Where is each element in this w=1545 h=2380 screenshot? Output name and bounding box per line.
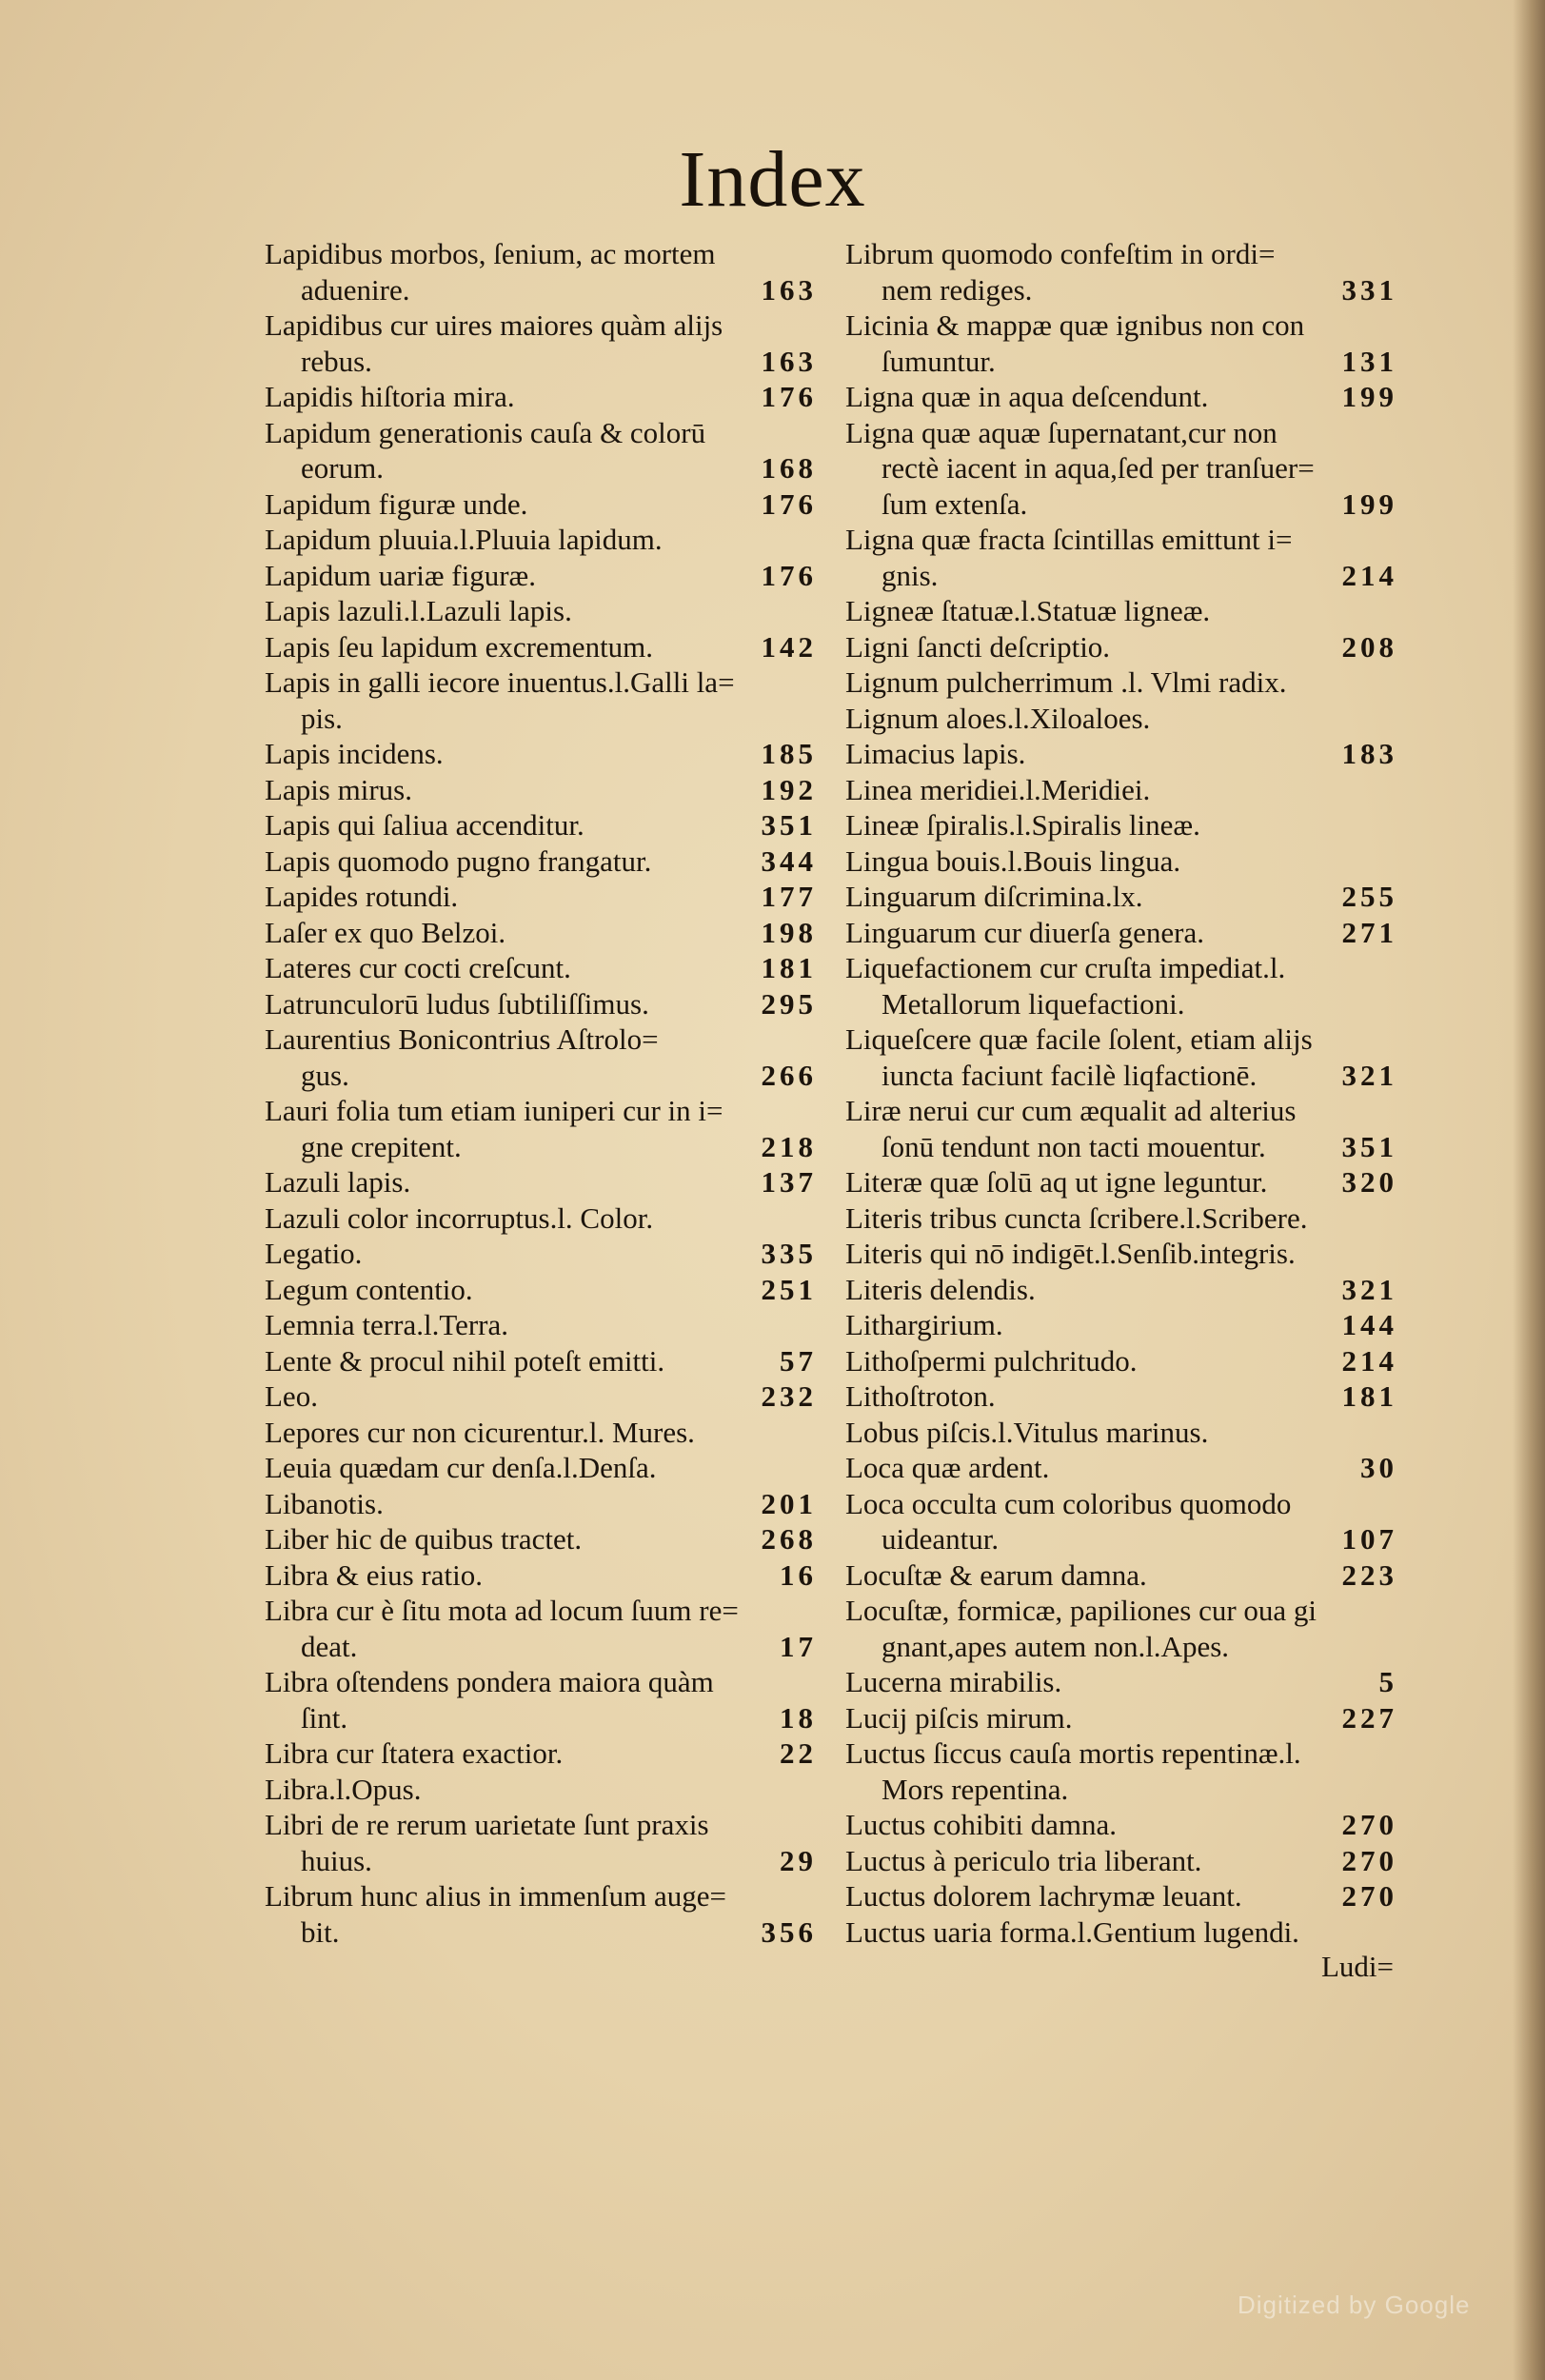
index-entry-line (265, 1307, 817, 1343)
index-entry-line (845, 272, 1397, 308)
index-entry-line (845, 1772, 1397, 1808)
entry-text: Lateres cur cocti creſcunt. (265, 951, 571, 984)
index-entry-line (265, 1664, 817, 1700)
index-entry-line (265, 236, 817, 272)
page-number: 22 (780, 1736, 817, 1770)
index-entry-line (265, 593, 817, 629)
index-column-right (845, 236, 1397, 1950)
entry-text: Luctus dolorem lachrymæ leuant. (845, 1879, 1242, 1913)
index-entry-line (265, 1772, 817, 1808)
entry-text: Libra oſtendens pondera maiora quàm (265, 1665, 714, 1698)
index-entry-line (265, 1200, 817, 1237)
page-number: 198 (761, 915, 817, 949)
entry-text: gus. (301, 1058, 349, 1092)
entry-text: Lineæ ſpiralis.l.Spiralis lineæ. (845, 808, 1200, 842)
index-entry-line (845, 593, 1397, 629)
index-entry-line (265, 986, 817, 1022)
page-number: 107 (1341, 1522, 1397, 1556)
index-entry-line (265, 1236, 817, 1272)
entry-text: aduenire. (301, 272, 410, 307)
entry-text: Legum contentio. (265, 1272, 473, 1306)
entry-text: Laurentius Bonicontrius Aſtrolo= (265, 1022, 659, 1056)
page-number: 271 (1341, 915, 1397, 949)
entry-text: Ligna quæ aquæ ſupernatant,cur non (845, 415, 1278, 449)
entry-text: Metallorum liquefactioni. (881, 986, 1185, 1021)
entry-text: Librum hunc alius in immenſum auge= (265, 1879, 726, 1913)
index-entry-line (845, 1058, 1397, 1094)
index-entry-line (265, 1093, 817, 1129)
page-number: 16 (780, 1557, 817, 1592)
index-entry-line (845, 1486, 1397, 1522)
index-entry-line (265, 486, 817, 523)
index-entry-line (845, 1343, 1397, 1379)
index-entry-line (265, 843, 817, 880)
index-entry-line (845, 1807, 1397, 1843)
entry-text: Liqueſcere quæ facile ſolent, etiam alijs (845, 1022, 1313, 1056)
entry-text: Leuia quædam cur denſa.l.Denſa. (265, 1451, 657, 1484)
entry-text: Libanotis. (265, 1486, 384, 1520)
entry-text: Luctus à periculo tria liberant. (845, 1843, 1202, 1877)
index-entry-line (265, 1735, 817, 1772)
entry-text: pis. (301, 701, 343, 735)
index-entry-line (265, 1843, 817, 1879)
page-number: 320 (1341, 1165, 1397, 1199)
entry-text: uideantur. (881, 1522, 1000, 1556)
page-number: 331 (1341, 272, 1397, 307)
entry-text: Liber hic de quibus tractet. (265, 1522, 583, 1556)
index-entry-line (265, 1878, 817, 1914)
index-entry-line (845, 1236, 1397, 1272)
page-number: 351 (761, 808, 817, 842)
entry-text: huius. (301, 1843, 372, 1877)
index-entry-line (845, 986, 1397, 1022)
page-number: 255 (1341, 880, 1397, 913)
page-number: 142 (761, 629, 817, 664)
index-entry-line (265, 1629, 817, 1665)
entry-text: eorum. (301, 451, 384, 485)
index-entry-line (845, 1272, 1397, 1308)
entry-text: Libri de re rerum uarietate ſunt praxis (265, 1808, 709, 1841)
page-number: 192 (761, 772, 817, 806)
index-entry-line (845, 1593, 1397, 1629)
entry-text: Librum quomodo confeſtim in ordi= (845, 237, 1276, 270)
entry-text: Literis delendis. (845, 1272, 1036, 1306)
page-number: 176 (761, 486, 817, 521)
entry-text: Lapidis hiſtoria mira. (265, 380, 515, 413)
index-entry-line (265, 807, 817, 843)
page-number: 5 (1378, 1665, 1397, 1698)
index-entry-line (265, 1807, 817, 1843)
entry-text: Loca occulta cum coloribus quomodo (845, 1486, 1292, 1520)
entry-text: Lobus piſcis.l.Vitulus marinus. (845, 1415, 1209, 1449)
index-entry-line (265, 772, 817, 808)
entry-text: gne crepitent. (301, 1129, 462, 1163)
index-entry-line (265, 1129, 817, 1165)
entry-text: Literis qui nō indigēt.l.Senſib.integris. (845, 1237, 1296, 1270)
entry-text: Liquefactionem cur cruſta impediat.l. (845, 951, 1286, 984)
index-entry-line (265, 1521, 817, 1557)
index-entry-line (845, 415, 1397, 451)
entry-text: Lithoſpermi pulchritudo. (845, 1343, 1138, 1378)
index-entry-line (265, 344, 817, 380)
entry-text: Leo. (265, 1379, 318, 1413)
index-entry-line (845, 664, 1397, 701)
page-number: 208 (1341, 629, 1397, 664)
page-number: 199 (1341, 486, 1397, 521)
entry-text: Licinia & mappæ quæ ignibus non con (845, 308, 1305, 342)
entry-text: Ligna quæ in aqua deſcendunt. (845, 380, 1209, 413)
index-entry-line (845, 1200, 1397, 1237)
entry-text: Lapides rotundi. (265, 880, 459, 913)
entry-text: Laſer ex quo Belzoi. (265, 915, 506, 949)
index-entry-line (845, 307, 1397, 344)
index-entry-line (265, 1593, 817, 1629)
page-number: 181 (761, 951, 817, 984)
entry-text: gnis. (881, 558, 939, 592)
index-entry-line (845, 558, 1397, 594)
entry-text: iuncta faciunt facilè liqfactionē. (881, 1058, 1258, 1092)
index-entry-line (265, 1272, 817, 1308)
entry-text: Libra cur ſtatera exactior. (265, 1736, 564, 1770)
page-number: 356 (761, 1914, 817, 1949)
index-entry-line (845, 701, 1397, 737)
index-entry-line (265, 1378, 817, 1415)
index-entry-line (845, 950, 1397, 986)
index-entry-line (265, 450, 817, 486)
entry-text: Lithoſtroton. (845, 1379, 996, 1413)
entry-text: Lemnia terra.l.Terra. (265, 1308, 509, 1341)
entry-text: Lepores cur non cicurentur.l. Mures. (265, 1415, 695, 1449)
index-entry-line (265, 701, 817, 737)
entry-text: Locuſtæ, formicæ, papiliones cur oua gi (845, 1594, 1317, 1627)
entry-text: Lignum aloes.l.Xiloaloes. (845, 701, 1151, 735)
entry-text: Lapidum figuræ unde. (265, 486, 528, 521)
index-entry-line (845, 1415, 1397, 1451)
entry-text: Libra cur è ſitu mota ad locum ſuum re= (265, 1594, 739, 1627)
index-entry-line (265, 1164, 817, 1200)
index-entry-line (265, 1343, 817, 1379)
index-entry-line (845, 1843, 1397, 1879)
index-entry-line (845, 236, 1397, 272)
entry-text: Literis tribus cuncta ſcribere.l.Scribere. (845, 1200, 1308, 1235)
entry-text: Luctus ſiccus cauſa mortis repentinæ.l. (845, 1736, 1301, 1770)
index-entry-line (845, 879, 1397, 915)
entry-text: ſumuntur. (881, 344, 996, 378)
index-entry-line (845, 1878, 1397, 1914)
index-entry-line (845, 1093, 1397, 1129)
index-entry-line (845, 450, 1397, 486)
page-number: 270 (1341, 1808, 1397, 1841)
index-entry-line (265, 307, 817, 344)
index-entry-line (265, 1058, 817, 1094)
entry-text: Ligna quæ fracta ſcintillas emittunt i= (845, 523, 1293, 556)
entry-text: Lignum pulcherrimum .l. Vlmi radix. (845, 665, 1287, 699)
index-entry-line (265, 1021, 817, 1058)
index-entry-line (265, 1415, 817, 1451)
entry-text: ſum extenſa. (881, 486, 1028, 521)
page-number: 266 (761, 1058, 817, 1092)
index-entry-line (845, 915, 1397, 951)
entry-text: ſint. (301, 1700, 348, 1735)
index-entry-line (845, 1557, 1397, 1594)
page-number: 214 (1341, 558, 1397, 592)
page-number: 30 (1360, 1451, 1397, 1484)
page-number: 335 (761, 1237, 817, 1270)
page-number: 177 (761, 880, 817, 913)
entry-text: Lente & procul nihil poteſt emitti. (265, 1343, 665, 1378)
page-number: 183 (1341, 737, 1397, 770)
entry-text: Lingua bouis.l.Bouis lingua. (845, 843, 1181, 878)
entry-text: Luctus uaria forma.l.Gentium lugendi. (845, 1914, 1299, 1949)
index-entry-line (265, 522, 817, 558)
entry-text: Lapidum generationis cauſa & colorū (265, 415, 706, 449)
entry-text: Latrunculorū ludus ſubtiliſſimus. (265, 986, 649, 1021)
page-number: 227 (1341, 1700, 1397, 1735)
entry-text: Lapis quomodo pugno frangatur. (265, 843, 652, 878)
index-entry-line (845, 807, 1397, 843)
page-number: 181 (1341, 1379, 1397, 1413)
index-entry-line (265, 1486, 817, 1522)
index-entry-line (845, 1450, 1397, 1486)
page-number: 223 (1341, 1557, 1397, 1592)
entry-text: Lapis ſeu lapidum excrementum. (265, 629, 654, 664)
entry-text: Lapidibus morbos, ſenium, ac mortem (265, 237, 716, 270)
index-entry-line (845, 736, 1397, 772)
index-entry-line (845, 1664, 1397, 1700)
page-number: 295 (761, 986, 817, 1021)
index-entry-line (265, 879, 817, 915)
page-number: 131 (1341, 344, 1397, 378)
page-number: 351 (1341, 1129, 1397, 1163)
entry-text: Loca quæ ardent. (845, 1451, 1050, 1484)
page-number: 270 (1341, 1879, 1397, 1913)
page-number: 218 (761, 1129, 817, 1163)
index-entry-line (845, 1700, 1397, 1736)
book-page-edge (1513, 0, 1545, 2380)
page-number: 17 (780, 1629, 817, 1663)
index-column-left (265, 236, 817, 1950)
entry-text: Liræ nerui cur cum æqualit ad alterius (845, 1094, 1297, 1127)
entry-text: Lapis qui ſaliua accenditur. (265, 808, 584, 842)
entry-text: Lapis lazuli.l.Lazuli lapis. (265, 594, 572, 627)
entry-text: Luctus cohibiti damna. (845, 1808, 1117, 1841)
page-number: 201 (761, 1486, 817, 1520)
entry-text: Mors repentina. (881, 1772, 1069, 1806)
index-entry-line (265, 415, 817, 451)
entry-text: Ligni ſancti deſcriptio. (845, 629, 1111, 664)
page-number: 168 (761, 451, 817, 485)
page-number: 270 (1341, 1843, 1397, 1877)
page-number: 199 (1341, 380, 1397, 413)
index-entry-line (845, 629, 1397, 665)
entry-text: Lucerna mirabilis. (845, 1665, 1062, 1698)
entry-text: Linea meridiei.l.Meridiei. (845, 772, 1151, 806)
index-entry-line (845, 486, 1397, 523)
entry-text: Lazuli lapis. (265, 1165, 411, 1199)
entry-text: nem rediges. (881, 272, 1033, 307)
index-entry-line (845, 1378, 1397, 1415)
entry-text: rebus. (301, 344, 372, 378)
index-entry-line (265, 950, 817, 986)
index-entry-line (845, 1021, 1397, 1058)
watermark: Digitized by Google (1238, 2291, 1471, 2319)
page-number: 344 (761, 843, 817, 878)
entry-text: gnant,apes autem non.l.Apes. (881, 1629, 1230, 1663)
entry-text: Libra & eius ratio. (265, 1557, 483, 1592)
index-entry-line (845, 1735, 1397, 1772)
index-entry-line (845, 1521, 1397, 1557)
index-entry-line (265, 272, 817, 308)
page-number: 214 (1341, 1343, 1397, 1378)
page-number: 268 (761, 1522, 817, 1556)
index-entry-line (265, 1914, 817, 1951)
entry-text: Lapidum pluuia.l.Pluuia lapidum. (265, 523, 663, 556)
entry-text: Legatio. (265, 1237, 363, 1270)
index-entry-line (265, 1557, 817, 1594)
entry-text: ſonū tendunt non tacti mouentur. (881, 1129, 1266, 1163)
entry-text: Lapis incidens. (265, 737, 444, 770)
page-number: 321 (1341, 1272, 1397, 1306)
entry-text: Linguarum cur diuerſa genera. (845, 915, 1204, 949)
entry-text: Libra.l.Opus. (265, 1772, 422, 1806)
index-entry-line (845, 843, 1397, 880)
entry-text: Lapis in galli iecore inuentus.l.Galli la= (265, 665, 735, 699)
entry-text: Lapidibus cur uires maiores quàm alijs (265, 308, 723, 342)
index-entry-line (265, 664, 817, 701)
page-number: 18 (780, 1700, 817, 1735)
page-number: 57 (780, 1343, 817, 1378)
index-entry-line (265, 379, 817, 415)
entry-text: Limacius lapis. (845, 737, 1026, 770)
index-entry-line (845, 522, 1397, 558)
index-entry-line (845, 772, 1397, 808)
page-number: 251 (761, 1272, 817, 1306)
page-number: 232 (761, 1379, 817, 1413)
entry-text: Lithargirium. (845, 1308, 1003, 1341)
page-number: 176 (761, 558, 817, 592)
page-number: 321 (1341, 1058, 1397, 1092)
index-entry-line (845, 1129, 1397, 1165)
entry-text: Literæ quæ ſolū aq ut igne leguntur. (845, 1165, 1268, 1199)
entry-text: Locuſtæ & earum damna. (845, 1557, 1147, 1592)
page-number: 29 (780, 1843, 817, 1877)
index-entry-line (845, 344, 1397, 380)
entry-text: Lucij piſcis mirum. (845, 1700, 1073, 1735)
index-entry-line (265, 736, 817, 772)
index-entry-line (265, 915, 817, 951)
index-entry-line (265, 629, 817, 665)
entry-text: Lauri folia tum etiam iuniperi cur in i= (265, 1094, 723, 1127)
entry-text: rectè iacent in aqua,ſed per tranſuer= (881, 451, 1315, 485)
index-entry-line (265, 1450, 817, 1486)
entry-text: Ligneæ ſtatuæ.l.Statuæ ligneæ. (845, 594, 1211, 627)
page-number: 176 (761, 380, 817, 413)
index-entry-line (265, 558, 817, 594)
entry-text: Lapis mirus. (265, 772, 412, 806)
index-entry-line (845, 1914, 1397, 1951)
entry-text: Linguarum diſcrimina.lx. (845, 880, 1143, 913)
catchword: Ludi= (1321, 1950, 1395, 1983)
entry-text: Lapidum uariæ figuræ. (265, 558, 536, 592)
page-number: 137 (761, 1165, 817, 1199)
page-number: 163 (761, 344, 817, 378)
entry-text: deat. (301, 1629, 358, 1663)
page-number: 163 (761, 272, 817, 307)
entry-text: bit. (301, 1914, 340, 1949)
index-entry-line (845, 1307, 1397, 1343)
index-entry-line (845, 1629, 1397, 1665)
entry-text: Lazuli color incorruptus.l. Color. (265, 1200, 654, 1235)
page-number: 185 (761, 737, 817, 770)
index-entry-line (845, 379, 1397, 415)
index-entry-line (845, 1164, 1397, 1200)
page-title: Index (679, 135, 866, 224)
index-entry-line (265, 1700, 817, 1736)
page-number: 144 (1341, 1308, 1397, 1341)
